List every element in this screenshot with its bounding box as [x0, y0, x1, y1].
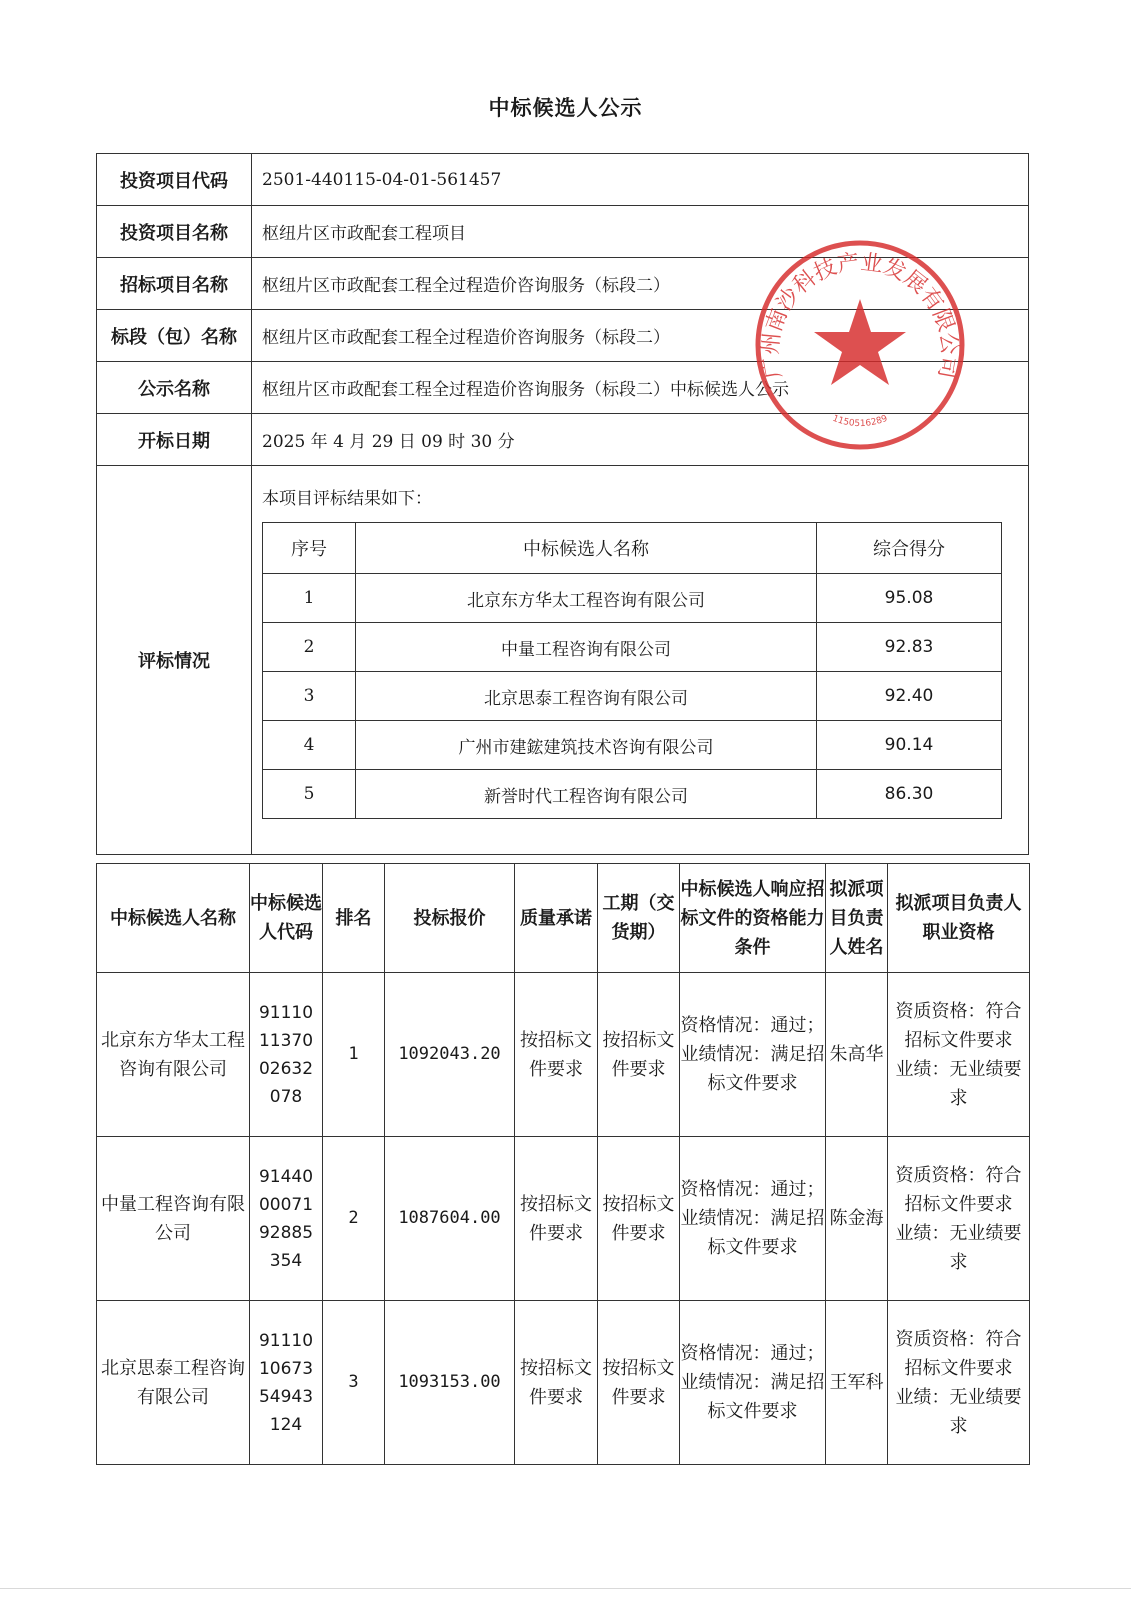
candidate-table-header — [97, 864, 1030, 973]
score-row-no: 2 — [263, 623, 356, 672]
score-row-score: 90.14 — [817, 721, 1002, 770]
header-manager-qual: 拟派项目负责人职业资格 — [888, 864, 1030, 973]
section-value: 枢纽片区市政配套工程全过程造价咨询服务（标段二） — [252, 310, 1029, 362]
document-title: 中标候选人公示 — [488, 95, 643, 120]
score-row — [263, 623, 1002, 672]
score-row-name: 广州市建鋐建筑技术咨询有限公司 — [356, 721, 817, 770]
code-line: 078 — [269, 1086, 303, 1107]
bid-project-label: 招标项目名称 — [97, 258, 252, 310]
project-name-label: 投资项目名称 — [97, 206, 252, 258]
score-row — [263, 770, 1002, 819]
candidate-qualification: 资格情况：通过；业绩情况：满足招标文件要求 — [680, 1137, 826, 1301]
candidate-rank: 1 — [323, 973, 385, 1137]
code-line: 354 — [269, 1250, 303, 1271]
candidate-qualification: 资格情况：通过；业绩情况：满足招标文件要求 — [680, 973, 826, 1137]
project-name-row — [97, 206, 1029, 258]
code-line: 00071 — [258, 1194, 314, 1215]
bid-project-value: 枢纽片区市政配套工程全过程造价咨询服务（标段二） — [252, 258, 1029, 310]
manager-qual-line: 资质资格：符合招标文件要求 — [895, 1000, 1022, 1051]
code-line: 91440 — [258, 1166, 314, 1187]
candidate-row — [97, 973, 1030, 1137]
score-row-no: 4 — [263, 721, 356, 770]
evaluation-label: 评标情况 — [97, 466, 252, 855]
code-line: 54943 — [258, 1386, 314, 1407]
manager-qual-line: 业绩：无业绩要求 — [895, 1386, 1022, 1437]
header-candidate-name: 中标候选人名称 — [356, 523, 817, 574]
notice-value: 枢纽片区市政配套工程全过程造价咨询服务（标段二）中标候选人公示 — [252, 362, 1029, 414]
open-date-row — [97, 414, 1029, 466]
candidate-manager: 陈金海 — [826, 1137, 888, 1301]
project-code-value: 2501-440115-04-01-561457 — [252, 154, 1029, 206]
evaluation-row — [97, 466, 1029, 855]
candidate-price: 1093153.00 — [385, 1301, 515, 1465]
candidate-manager: 朱高华 — [826, 973, 888, 1137]
score-row-no: 5 — [263, 770, 356, 819]
candidate-detail-table — [96, 863, 1030, 1465]
header-bid-price: 投标报价 — [385, 864, 515, 973]
section-row — [97, 310, 1029, 362]
candidate-period: 按招标文件要求 — [598, 1301, 680, 1465]
header-quality: 质量承诺 — [515, 864, 598, 973]
code-line: 10673 — [258, 1358, 314, 1379]
candidate-price: 1087604.00 — [385, 1137, 515, 1301]
candidate-manager-qual — [888, 973, 1030, 1137]
candidate-name: 北京东方华太工程咨询有限公司 — [97, 973, 250, 1137]
manager-qual-line: 业绩：无业绩要求 — [895, 1058, 1022, 1109]
score-row — [263, 672, 1002, 721]
code-line: 91110 — [258, 1002, 314, 1023]
score-row-name: 北京东方华太工程咨询有限公司 — [356, 574, 817, 623]
candidate-name: 北京思泰工程咨询有限公司 — [97, 1301, 250, 1465]
notice-row — [97, 362, 1029, 414]
project-name-value: 枢纽片区市政配套工程项目 — [252, 206, 1029, 258]
manager-qual-line: 业绩：无业绩要求 — [895, 1222, 1022, 1273]
candidate-manager-qual — [888, 1137, 1030, 1301]
project-code-label: 投资项目代码 — [97, 154, 252, 206]
open-date-label: 开标日期 — [97, 414, 252, 466]
candidate-period: 按招标文件要求 — [598, 1137, 680, 1301]
candidate-quality: 按招标文件要求 — [515, 1301, 598, 1465]
score-row — [263, 574, 1002, 623]
candidate-quality: 按招标文件要求 — [515, 973, 598, 1137]
scan-edge-line — [0, 1588, 1131, 1589]
header-manager: 拟派项目负责人姓名 — [826, 864, 888, 973]
header-qualification: 中标候选人响应招标文件的资格能力条件 — [680, 864, 826, 973]
code-line: 124 — [269, 1414, 303, 1435]
open-date-value: 2025 年 4 月 29 日 09 时 30 分 — [252, 414, 1029, 466]
score-table — [262, 522, 1002, 819]
candidate-quality: 按招标文件要求 — [515, 1137, 598, 1301]
candidate-code — [250, 1137, 323, 1301]
manager-qual-line: 资质资格：符合招标文件要求 — [895, 1328, 1022, 1379]
evaluation-cell — [252, 466, 1029, 855]
candidate-row — [97, 1301, 1030, 1465]
header-period: 工期（交货期） — [598, 864, 680, 973]
candidate-name: 中量工程咨询有限公司 — [97, 1137, 250, 1301]
header-rank: 排名 — [323, 864, 385, 973]
manager-qual-line: 资质资格：符合招标文件要求 — [895, 1164, 1022, 1215]
score-row-name: 北京思泰工程咨询有限公司 — [356, 672, 817, 721]
score-table-header — [263, 523, 1002, 574]
code-line: 11370 — [258, 1030, 314, 1051]
candidate-manager: 王军科 — [826, 1301, 888, 1465]
header-candidate-code: 中标候选人代码 — [250, 864, 323, 973]
candidate-period: 按招标文件要求 — [598, 973, 680, 1137]
header-score: 综合得分 — [817, 523, 1002, 574]
seal-number: 1150516289 — [830, 413, 890, 430]
section-label: 标段（包）名称 — [97, 310, 252, 362]
candidate-code — [250, 973, 323, 1137]
score-row-name: 中量工程咨询有限公司 — [356, 623, 817, 672]
candidate-qualification: 资格情况：通过；业绩情况：满足招标文件要求 — [680, 1301, 826, 1465]
score-row-score: 92.83 — [817, 623, 1002, 672]
candidate-price: 1092043.20 — [385, 973, 515, 1137]
code-line: 02632 — [258, 1058, 314, 1079]
score-row-score: 95.08 — [817, 574, 1002, 623]
candidate-rank: 2 — [323, 1137, 385, 1301]
header-candidate-name: 中标候选人名称 — [97, 864, 250, 973]
candidate-manager-qual — [888, 1301, 1030, 1465]
code-line: 92885 — [258, 1222, 314, 1243]
score-row-score: 92.40 — [817, 672, 1002, 721]
project-info-table — [96, 153, 1029, 855]
header-no: 序号 — [263, 523, 356, 574]
score-row-no: 3 — [263, 672, 356, 721]
candidate-rank: 3 — [323, 1301, 385, 1465]
score-row-no: 1 — [263, 574, 356, 623]
seal-text: 广州南沙科技产业发展有限公司 — [758, 250, 962, 381]
code-line: 91110 — [258, 1330, 314, 1351]
score-row-score: 86.30 — [817, 770, 1002, 819]
candidate-code — [250, 1301, 323, 1465]
score-row — [263, 721, 1002, 770]
score-row-name: 新誉时代工程咨询有限公司 — [356, 770, 817, 819]
candidate-row — [97, 1137, 1030, 1301]
bid-project-row — [97, 258, 1029, 310]
notice-label: 公示名称 — [97, 362, 252, 414]
project-code-row — [97, 154, 1029, 206]
evaluation-intro: 本项目评标结果如下： — [262, 489, 432, 509]
